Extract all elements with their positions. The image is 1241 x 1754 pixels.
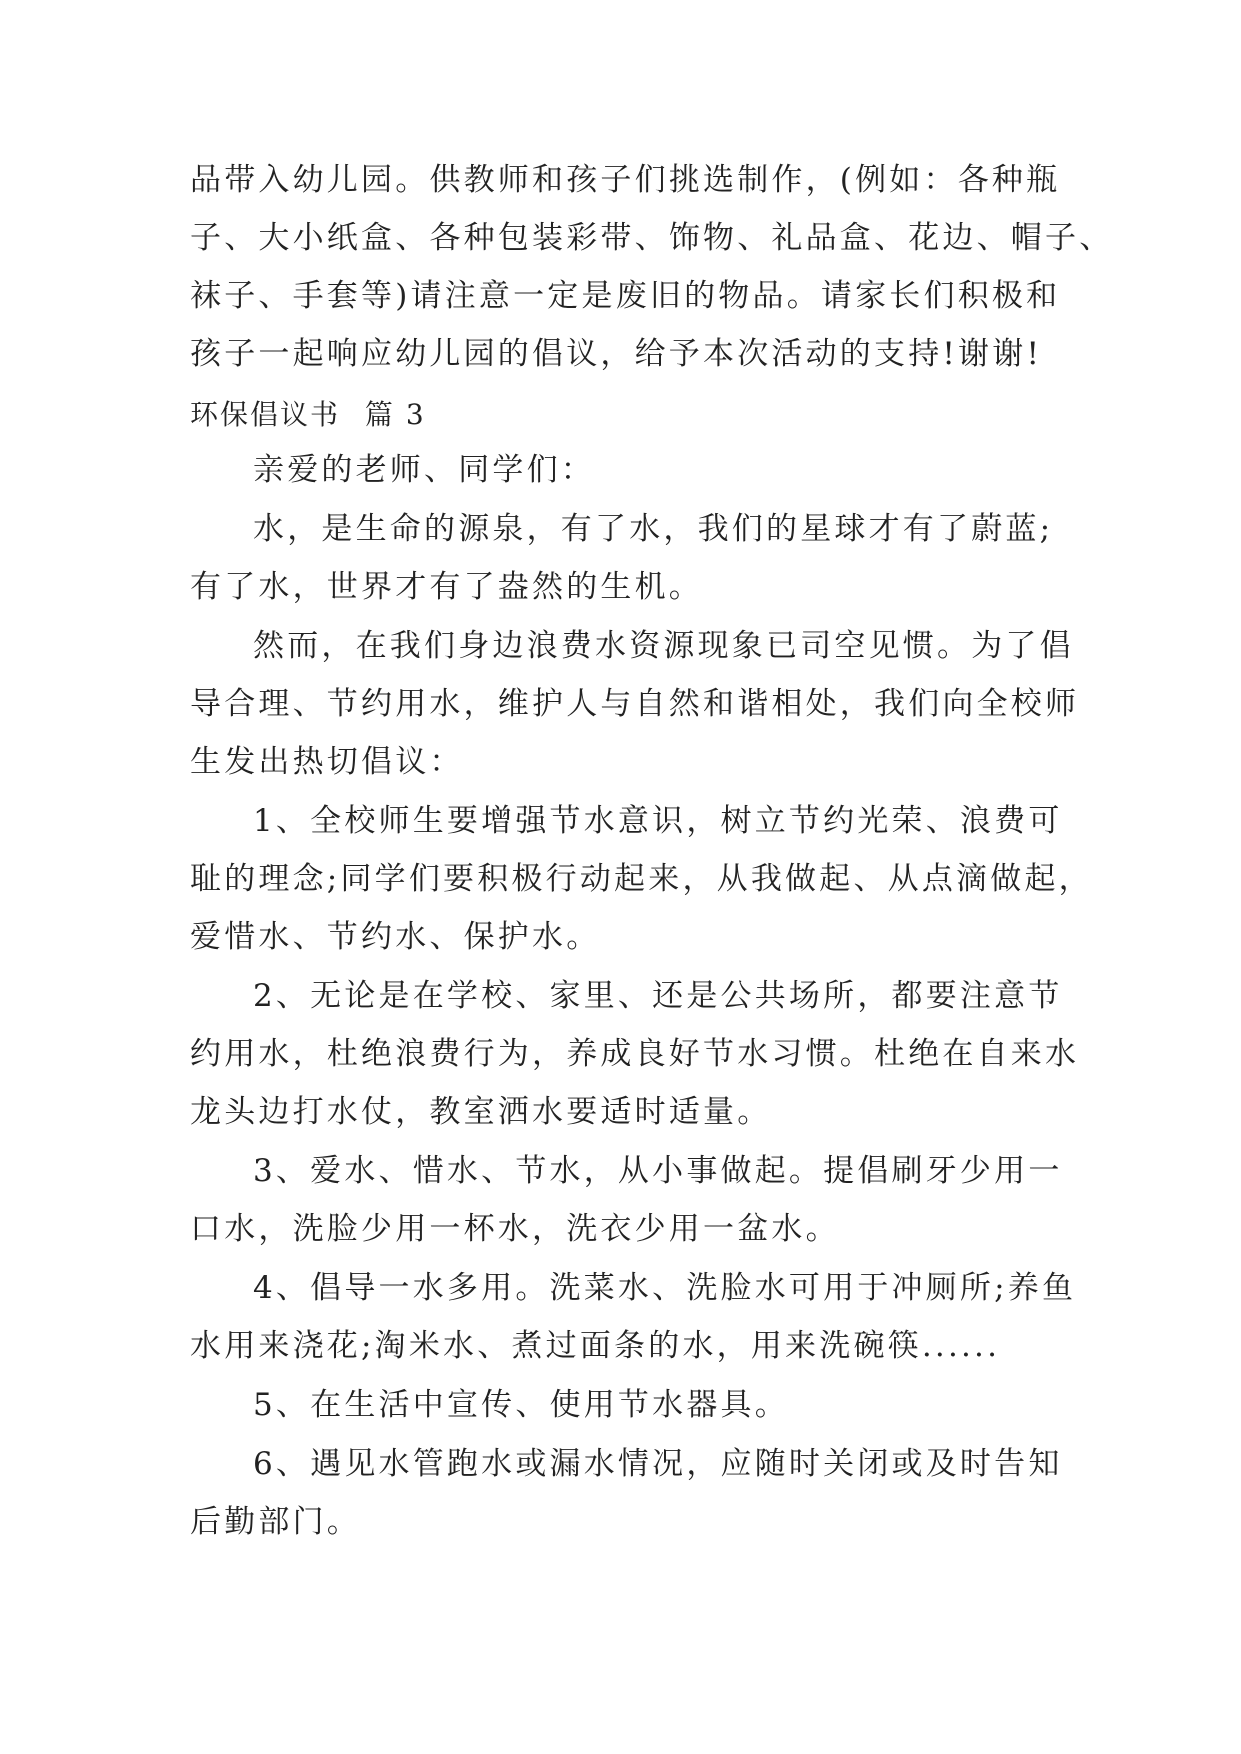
paragraph-6-line-1: 4、倡导一水多用。洗菜水、洗脸水可用于冲厕所;养鱼	[253, 1270, 1077, 1306]
section-title: 环保倡议书	[190, 398, 341, 431]
section-heading	[190, 395, 426, 435]
paragraph-5-line-2: 口水，洗脸少用一杯水，洗衣少用一盆水。	[190, 1211, 840, 1247]
section-number: 篇 3	[364, 398, 426, 431]
intro-line-4: 孩子一起响应幼儿园的倡议，给予本次活动的支持!谢谢!	[190, 336, 1043, 372]
paragraph-2-line-2: 导合理、节约用水，维护人与自然和谐相处，我们向全校师	[190, 686, 1080, 722]
paragraph-3-line-1: 1、全校师生要增强节水意识，树立节约光荣、浪费可	[253, 803, 1063, 839]
intro-line-1: 品带入幼儿园。供教师和孩子们挑选制作，(例如：各种瓶	[190, 162, 1061, 198]
paragraph-4-line-2: 约用水，杜绝浪费行为，养成良好节水习惯。杜绝在自来水	[190, 1036, 1080, 1072]
paragraph-1-line-2: 有了水，世界才有了盎然的生机。	[190, 569, 703, 605]
intro-line-2: 子、大小纸盒、各种包装彩带、饰物、礼品盒、花边、帽子、	[190, 220, 1114, 256]
greeting: 亲爱的老师、同学们：	[253, 452, 595, 488]
paragraph-5-line-1: 3、爱水、惜水、节水，从小事做起。提倡刷牙少用一	[253, 1153, 1063, 1189]
paragraph-6-line-2: 水用来浇花;淘米水、煮过面条的水，用来洗碗筷......	[190, 1328, 1001, 1364]
intro-line-3: 袜子、手套等)请注意一定是废旧的物品。请家长们积极和	[190, 278, 1061, 314]
paragraph-2-line-3: 生发出热切倡议：	[190, 744, 464, 780]
paragraph-4-line-1: 2、无论是在学校、家里、还是公共场所，都要注意节	[253, 978, 1063, 1014]
paragraph-3-line-3: 爱惜水、节约水、保护水。	[190, 919, 601, 955]
paragraph-2-line-1: 然而，在我们身边浪费水资源现象已司空见惯。为了倡	[253, 628, 1074, 664]
paragraph-7-line-1: 5、在生活中宣传、使用节水器具。	[253, 1387, 789, 1423]
paragraph-3-line-2: 耻的理念;同学们要积极行动起来，从我做起、从点滴做起，	[190, 861, 1093, 897]
paragraph-4-line-3: 龙头边打水仗，教室洒水要适时适量。	[190, 1094, 772, 1130]
paragraph-8-line-2: 后勤部门。	[190, 1504, 361, 1540]
paragraph-8-line-1: 6、遇见水管跑水或漏水情况，应随时关闭或及时告知	[253, 1446, 1063, 1482]
paragraph-1-line-1: 水，是生命的源泉，有了水，我们的星球才有了蔚蓝;	[253, 511, 1054, 547]
